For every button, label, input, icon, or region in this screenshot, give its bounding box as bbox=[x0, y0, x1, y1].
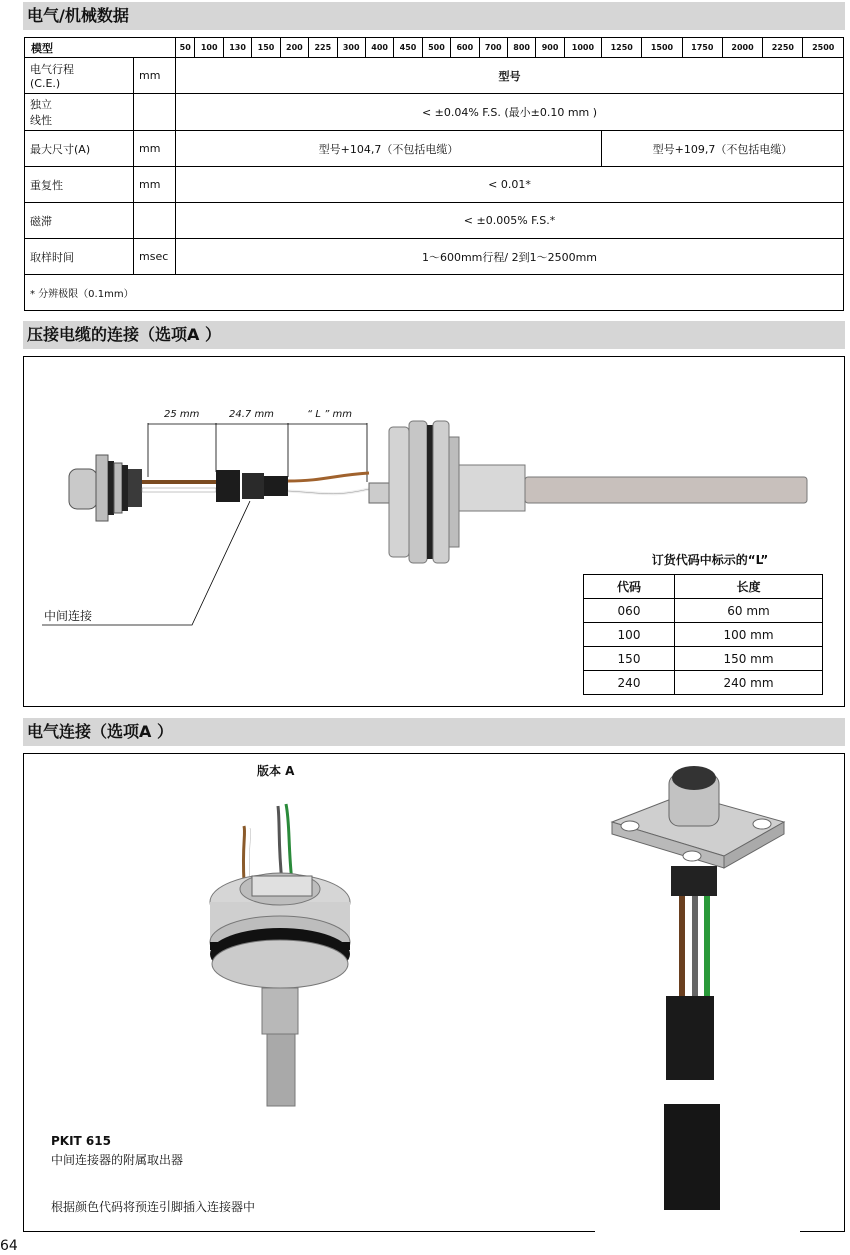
size-cell: 300 bbox=[337, 38, 365, 58]
size-cell: 2500 bbox=[803, 38, 844, 58]
page-number: 64 bbox=[0, 1238, 18, 1254]
spec-row-max-size bbox=[25, 131, 844, 167]
size-cell: 100 bbox=[195, 38, 223, 58]
spec-note: * 分辨极限（0.1mm） bbox=[25, 275, 844, 311]
table-row bbox=[584, 599, 823, 623]
l-code: 100 bbox=[584, 623, 675, 647]
row-unit bbox=[134, 203, 176, 239]
row-unit: mm bbox=[134, 167, 176, 203]
size-cell: 1750 bbox=[682, 38, 722, 58]
size-cell: 800 bbox=[507, 38, 535, 58]
l-header-code: 代码 bbox=[584, 575, 675, 599]
row-unit: msec bbox=[134, 239, 176, 275]
l-code-table bbox=[583, 574, 823, 695]
row-value: 型号 bbox=[176, 58, 844, 94]
spec-row-linearity bbox=[25, 94, 844, 131]
spec-table bbox=[24, 37, 844, 311]
section-title-electrical-connection bbox=[23, 718, 845, 746]
l-length: 60 mm bbox=[675, 599, 823, 623]
size-cell: 1250 bbox=[602, 38, 642, 58]
row-label: 电气行程 (C.E.) bbox=[25, 58, 134, 94]
bottom-rule-left bbox=[23, 1231, 595, 1232]
row-value: < ±0.04% F.S. (最小±0.10 mm ) bbox=[176, 94, 844, 131]
callout-intermediate-connection: 中间连接 bbox=[44, 609, 93, 623]
size-cell: 130 bbox=[223, 38, 251, 58]
size-cell: 700 bbox=[479, 38, 507, 58]
section-title-electrical-mechanical bbox=[23, 2, 845, 30]
table-row bbox=[584, 671, 823, 695]
pkit-label: PKIT 615 bbox=[51, 1134, 111, 1148]
row-value-left: 型号+104,7（不包括电缆） bbox=[176, 131, 602, 167]
section-title-text: 压接电缆的连接（选项A ） bbox=[27, 325, 221, 344]
model-label: 模型 bbox=[25, 38, 176, 58]
size-cell: 450 bbox=[394, 38, 422, 58]
version-a-label: 版本 A bbox=[257, 764, 295, 778]
section-title-crimp-cable bbox=[23, 321, 845, 349]
spec-row-sampling bbox=[25, 239, 844, 275]
spec-row-repeatability bbox=[25, 167, 844, 203]
l-header-length: 长度 bbox=[675, 575, 823, 599]
row-label: 取样时间 bbox=[25, 239, 134, 275]
dim-247: 24.7 mm bbox=[229, 409, 274, 420]
row-label: 最大尺寸(A) bbox=[25, 131, 134, 167]
size-cell: 400 bbox=[365, 38, 393, 58]
spec-note-row bbox=[25, 275, 844, 311]
row-unit: mm bbox=[134, 131, 176, 167]
l-table-header bbox=[584, 575, 823, 599]
pkit-description: 中间连接器的附属取出器 bbox=[51, 1153, 184, 1167]
l-table-title: 订货代码中标示的“L” bbox=[651, 553, 769, 567]
row-value: < ±0.005% F.S.* bbox=[176, 203, 844, 239]
row-value-right: 型号+109,7（不包括电缆） bbox=[602, 131, 844, 167]
l-length: 150 mm bbox=[675, 647, 823, 671]
row-value: < 0.01* bbox=[176, 167, 844, 203]
row-label: 重复性 bbox=[25, 167, 134, 203]
size-cell: 1000 bbox=[564, 38, 601, 58]
size-cell: 200 bbox=[280, 38, 308, 58]
l-length: 240 mm bbox=[675, 671, 823, 695]
size-cell: 225 bbox=[309, 38, 337, 58]
section-title-text: 电气/机械数据 bbox=[27, 6, 129, 25]
spec-header-row bbox=[25, 38, 844, 58]
size-cell: 150 bbox=[252, 38, 280, 58]
table-row bbox=[584, 647, 823, 671]
row-value: 1～600mm行程/ 2到1～2500mm bbox=[176, 239, 844, 275]
row-label: 磁滞 bbox=[25, 203, 134, 239]
size-cell: 500 bbox=[422, 38, 450, 58]
size-cell: 600 bbox=[451, 38, 479, 58]
row-label: 独立 线性 bbox=[25, 94, 134, 131]
l-code: 240 bbox=[584, 671, 675, 695]
section-title-text: 电气连接（选项A ） bbox=[27, 722, 173, 741]
bottom-rule-right bbox=[800, 1231, 845, 1232]
l-code: 060 bbox=[584, 599, 675, 623]
instruction-text: 根据颜色代码将预连引脚插入连接器中 bbox=[51, 1200, 256, 1214]
l-code: 150 bbox=[584, 647, 675, 671]
row-unit bbox=[134, 94, 176, 131]
size-cell: 900 bbox=[536, 38, 564, 58]
size-cell: 1500 bbox=[642, 38, 682, 58]
size-cell: 2000 bbox=[722, 38, 762, 58]
size-cell: 2250 bbox=[763, 38, 803, 58]
row-unit: mm bbox=[134, 58, 176, 94]
spec-row-hysteresis bbox=[25, 203, 844, 239]
l-length: 100 mm bbox=[675, 623, 823, 647]
spec-row-stroke bbox=[25, 58, 844, 94]
dim-25: 25 mm bbox=[164, 409, 200, 420]
table-row bbox=[584, 623, 823, 647]
size-cell: 50 bbox=[176, 38, 195, 58]
dim-L: “ L ” mm bbox=[307, 409, 352, 420]
electrical-connection-box bbox=[23, 753, 845, 1231]
